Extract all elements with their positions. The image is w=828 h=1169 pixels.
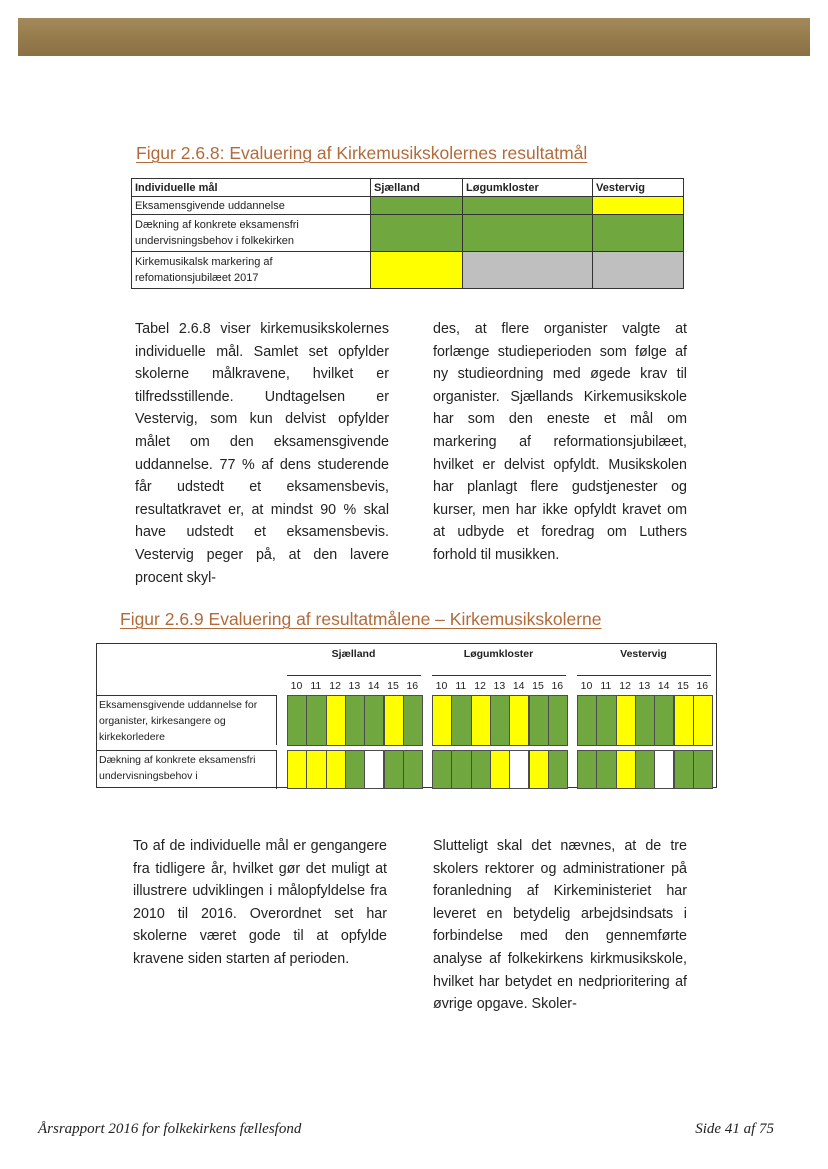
row-label: Kirkemusikalsk markering af refomationsjubilæet 2017 (132, 252, 371, 289)
year-label: 16 (696, 680, 709, 692)
status-cell (616, 750, 636, 789)
body-text-right-1: des, at flere organister valgte at forlænge studieperioden som følge af ny studieordning med øgede krav til organister. Sjællands Kirkemusikskole har som den eneste et mål om markering af reformationsjubilæet, hvilket er delvist opfyldt. Musikskolen har planlagt flere gudstjenester og kurser, men har ikke opfyldt kravet om at udbyde et foredrag om Luthers forhold til musikken. (433, 321, 687, 563)
status-cell (577, 695, 597, 746)
status-cell (345, 750, 365, 789)
region-label-sjaelland: Sjælland (331, 648, 376, 660)
status-cell (635, 695, 655, 746)
status-cell (403, 750, 423, 789)
figure-2-6-9-title: Figur 2.6.9 Evaluering af resultatmålene – Kirkemusikskolerne (120, 609, 602, 629)
year-label: 14 (367, 680, 380, 692)
status-cell (548, 695, 568, 746)
year-label: 13 (638, 680, 651, 692)
status-cell (463, 252, 593, 289)
status-cell (593, 252, 684, 289)
year-label: 14 (657, 680, 670, 692)
status-cell (593, 197, 684, 215)
region-underline (577, 675, 711, 676)
status-cell (463, 215, 593, 252)
status-cell (596, 695, 616, 746)
year-label: 16 (551, 680, 564, 692)
table-header-row (132, 179, 684, 197)
year-label: 10 (435, 680, 448, 692)
year-label: 14 (512, 680, 525, 692)
footer-report-title: Årsrapport 2016 for folkekirkens fællesfond (38, 1121, 302, 1137)
status-cell (432, 750, 452, 789)
year-label: 15 (677, 680, 689, 692)
table-row (132, 215, 684, 252)
row-label: Dækning af konkrete eksamensfri undervisningsbehov i folkekirken (132, 215, 371, 252)
status-cell (451, 695, 471, 746)
status-cell (463, 197, 593, 215)
status-cell (490, 695, 510, 746)
status-cell (471, 695, 491, 746)
status-cell (384, 695, 404, 746)
status-cell (326, 750, 346, 789)
status-cell (548, 750, 568, 789)
status-cell (509, 695, 529, 746)
status-cell (616, 695, 636, 746)
year-label: 13 (348, 680, 361, 692)
table-row (132, 197, 684, 215)
status-cell (364, 695, 384, 746)
status-cell (654, 695, 674, 746)
year-label: 12 (474, 680, 486, 692)
year-label: 12 (619, 680, 631, 692)
row-label-eksamensgivende: Eksamensgivende uddannelse for organister, kirkesangere og kirkekorledere (97, 695, 277, 745)
header-logumkloster: Løgumkloster (463, 179, 593, 197)
status-cell (674, 695, 694, 746)
status-cell (654, 750, 674, 789)
year-label: 10 (580, 680, 593, 692)
year-label: 11 (310, 680, 322, 692)
status-cell (326, 695, 346, 746)
status-cell (693, 695, 713, 746)
status-cell (306, 750, 326, 789)
status-cell (596, 750, 616, 789)
region-label-logumkloster: Løgumkloster (463, 648, 534, 660)
status-cell (345, 695, 365, 746)
table-row (132, 252, 684, 289)
status-cell (306, 695, 326, 746)
figure-2-6-9-chart (96, 643, 717, 788)
year-label: 15 (387, 680, 399, 692)
row-label-daekning: Dækning af konkrete eksamensfri undervisningsbehov i (97, 750, 277, 789)
figure-2-6-8-title: Figur 2.6.8: Evaluering af Kirkemusikskolernes resultatmål (136, 143, 588, 163)
status-cell (287, 695, 307, 746)
header-band (18, 18, 810, 56)
header-sjaelland: Sjælland (371, 179, 463, 197)
year-label: 15 (532, 680, 544, 692)
status-cell (287, 750, 307, 789)
footer-page-number: Side 41 af 75 (695, 1121, 774, 1137)
status-cell (371, 197, 463, 215)
status-cell (364, 750, 384, 789)
year-label: 13 (493, 680, 506, 692)
row-label: Eksamensgivende uddannelse (132, 197, 371, 215)
region-label-vestervig: Vestervig (620, 648, 667, 660)
body-text-left-1: Tabel 2.6.8 viser kirkemusikskolernes individuelle mål. Samlet set opfylder skolerne målkravene, hvilket er tilfredsstillende. Undtagelsen er Vestervig, som kun delvist opfylder målet om den eksamensgivende uddannelse. 77 % af dens studerende får udstedt et eksamensbevis, resultatkravet er, at mindst 90 % skal have udstedt et eksamensbevis. Vestervig peger på, at den lavere procent skyl- (135, 321, 389, 586)
status-cell (371, 215, 463, 252)
status-cell (593, 215, 684, 252)
year-label: 12 (329, 680, 341, 692)
figure-2-6-8-table (131, 178, 684, 289)
status-cell (674, 750, 694, 789)
status-cell (635, 750, 655, 789)
year-label: 11 (600, 680, 612, 692)
status-cell (529, 750, 549, 789)
status-cell (577, 750, 597, 789)
region-underline (287, 675, 421, 676)
year-label: 11 (455, 680, 467, 692)
header-individuelle-mal: Individuelle mål (132, 179, 371, 197)
status-cell (693, 750, 713, 789)
status-cell (403, 695, 423, 746)
body-text-right-2: Slutteligt skal det nævnes, at de tre skolers rektorer og administrationer på foranledning af Kirkeministeriet har leveret en betydelig arbejdsindsats i forbindelse med den gennemførte analyse af folkekirkens kirkmusikskole, hvilket har betydet en nedprioritering af øvrige opgave. Skoler- (433, 838, 687, 1013)
status-cell (384, 750, 404, 789)
status-cell (371, 252, 463, 289)
body-text-left-2: To af de individuelle mål er gengangere fra tidligere år, hvilket gør det muligt at illustrere udviklingen i målopfyldelse fra 2010 til 2016. Overordnet set har skolerne været gode til at opfylde kravene siden starten af perioden. (133, 838, 387, 967)
status-cell (432, 695, 452, 746)
status-cell (490, 750, 510, 789)
status-cell (471, 750, 491, 789)
year-label: 10 (290, 680, 303, 692)
year-label: 16 (406, 680, 419, 692)
status-cell (509, 750, 529, 789)
header-vestervig: Vestervig (593, 179, 684, 197)
status-cell (529, 695, 549, 746)
region-underline (432, 675, 566, 676)
status-cell (451, 750, 471, 789)
